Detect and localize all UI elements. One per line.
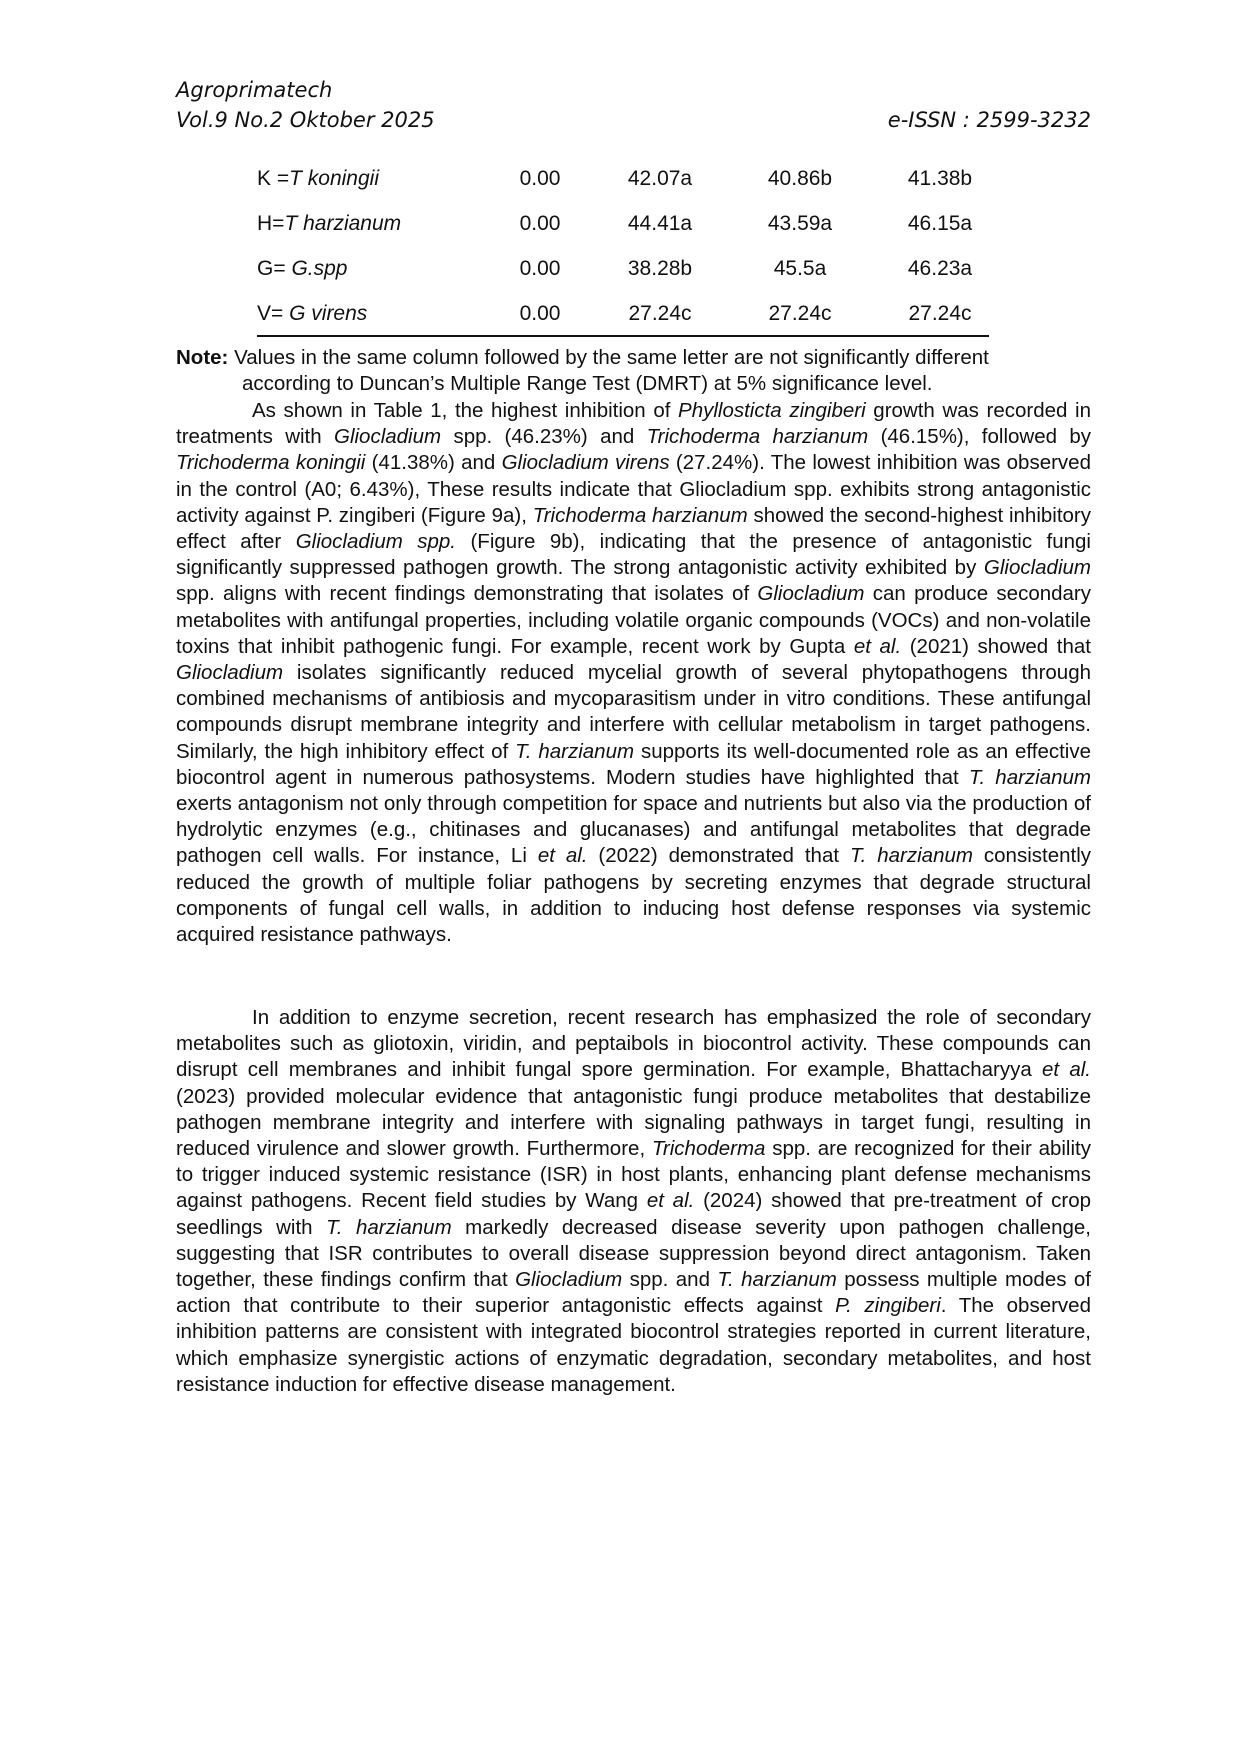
- text-run: As shown in Table 1, the highest inhibition of: [252, 399, 679, 422]
- italic-term: Gliocladium: [983, 556, 1091, 580]
- italic-term: et al.: [1041, 1058, 1091, 1082]
- treatment-cell: [257, 291, 490, 336]
- text-run: spp. (46.23%) and: [441, 425, 647, 449]
- italic-term: Gliocladium: [334, 425, 442, 449]
- italic-term: et al.: [646, 1189, 695, 1213]
- text-run: growth was recorded in treatments with: [176, 399, 1091, 449]
- note-text-line1: Values in the same column followed by the same letter are not significantly different: [228, 346, 989, 369]
- italic-term: T. harzianum: [326, 1215, 452, 1239]
- italic-term: Trichoderma koningii: [176, 451, 366, 475]
- treatment-species: G.spp: [291, 256, 348, 280]
- value-cell: 27.24c: [768, 301, 832, 325]
- table-row: [257, 201, 1010, 246]
- table-row: [257, 291, 1010, 336]
- value-cell: 27.24c: [628, 301, 692, 325]
- italic-term: Trichoderma harzianum: [532, 503, 748, 527]
- italic-term: Gliocladium: [515, 1268, 623, 1292]
- italic-term: et al.: [537, 844, 588, 868]
- journal-volume: Vol.9 No.2 Oktober 2025: [176, 108, 435, 132]
- italic-term: T. harzianum: [968, 765, 1092, 789]
- text-run: . The observed inhibition patterns are consistent with integrated biocontrol strategies reported in current literature, which emphasize synergistic actions of enzymatic degradation, secondary metabolites, and host resistance induction for effective disease management.: [176, 1294, 1091, 1396]
- value-cell: 46.15a: [907, 211, 973, 235]
- treatment-code: H=: [257, 211, 285, 235]
- text-run: spp. aligns with recent findings demonstrating that isolates of: [176, 582, 758, 606]
- text-run: markedly decreased disease severity upon pathogen challenge, suggesting that ISR contributes to overall disease suppression beyond direct antagonism. Taken together, these findings confirm that: [176, 1215, 1091, 1292]
- italic-term: T. harzianum: [515, 739, 635, 763]
- italic-term: Gliocladium: [757, 582, 865, 606]
- text-run: showed the second-highest inhibitory effect after: [176, 503, 1092, 554]
- italic-term: T. harzianum: [849, 844, 973, 868]
- treatment-cell: [257, 246, 490, 291]
- text-run: (46.15%), followed by: [868, 425, 1092, 449]
- value-cell: 0.00: [519, 166, 561, 190]
- table-note: [176, 345, 1091, 397]
- value-cell: 0.00: [519, 256, 561, 280]
- text-run: can produce secondary metabolites with antifungal properties, including volatile organic compounds (VOCs) and non-volatile toxins that inhibit pathogenic fungi. For example, recent work by Gupta: [176, 582, 1091, 658]
- table-row: [257, 246, 1010, 291]
- text-run: consistently reduced the growth of multiple foliar pathogens by secreting enzymes that degrade structural components of fungal cell walls, in addition to inducing host defense responses via systemic acquired resistance pathways.: [176, 844, 1091, 947]
- journal-issn: e-ISSN : 2599-3232: [887, 108, 1091, 132]
- italic-term: Gliocladium: [176, 661, 284, 685]
- treatment-cell: [257, 201, 490, 246]
- text-run: (2024) showed that pre-treatment of crop seedlings with: [176, 1189, 1091, 1239]
- value-cell: 0.00: [519, 301, 561, 325]
- text-run: possess multiple modes of action that contribute to their superior antagonistic effects against: [176, 1268, 1091, 1318]
- note-text-line2: according to Duncan’s Multiple Range Test (DMRT) at 5% significance level.: [242, 372, 933, 396]
- text-run: (Figure 9b), indicating that the presence of antagonistic fungi significantly suppressed pathogen growth. The strong antagonistic activity exhibited by: [176, 530, 1091, 580]
- text-run: spp. and: [622, 1268, 718, 1292]
- italic-term: P. zingiberi: [835, 1294, 941, 1318]
- text-run: (2023) provided molecular evidence that antagonistic fungi produce metabolites that destabilize pathogen membrane integrity and interfere with signaling pathways in target fungi, resulting in reduced virulence and slower growth. Furthermore,: [176, 1084, 1091, 1161]
- treatment-cell: [257, 156, 490, 201]
- treatment-species: T harzianum: [284, 211, 402, 235]
- text-run: (2022) demonstrated that: [587, 844, 850, 868]
- text-run: (27.24%). The lowest inhibition was observed in the control (A0; 6.43%), These results indicate that Gliocladium spp. exhibits strong antagonistic activity against P. zingiberi (Figure 9a),: [176, 451, 1091, 527]
- body-paragraph-1: [176, 398, 1091, 948]
- text-run: isolates significantly reduced mycelial growth of several phytopathogens through combined mechanisms of antibiosis and mycoparasitism under in vitro conditions. These antifungal compounds disrupt membrane integrity and interfere with cellular metabolism in target pathogens. Similarly, the high inhibitory effect of: [176, 661, 1091, 763]
- text-run: exerts antagonism not only through competition for space and nutrients but also via the production of hydrolytic enzymes (e.g., chitinases and glucanases) and antifungal metabolites that degrade pathogen cell walls. For instance, Li: [176, 792, 1091, 868]
- body-paragraph-2: [176, 1005, 1091, 1398]
- text-run: supports its well-documented role as an effective biocontrol agent in numerous pathosystems. Modern studies have highlighted that: [176, 739, 1092, 789]
- value-cell: 42.07a: [627, 166, 693, 190]
- value-cell: 45.5a: [773, 256, 827, 280]
- value-cell: 0.00: [519, 211, 561, 235]
- value-cell: 41.38b: [907, 166, 973, 190]
- italic-term: T. harzianum: [717, 1268, 837, 1292]
- value-cell: 44.41a: [627, 211, 693, 235]
- note-label: Note:: [176, 346, 229, 369]
- table-row: [257, 156, 1010, 201]
- results-table: [257, 156, 1010, 336]
- treatment-species: T koningii: [289, 166, 379, 190]
- treatment-code: K =: [257, 166, 290, 190]
- text-run: spp. are recognized for their ability to trigger induced systemic resistance (ISR) in host plants, enhancing plant defense mechanisms against pathogens. Recent field studies by Wang: [176, 1137, 1091, 1213]
- value-cell: 43.59a: [767, 211, 833, 235]
- journal-name: Agroprimatech: [176, 78, 333, 102]
- text-run: (2021) showed that: [901, 634, 1091, 658]
- italic-term: Trichoderma harzianum: [646, 425, 869, 449]
- treatment-code: G=: [257, 256, 292, 280]
- value-cell: 27.24c: [908, 301, 972, 325]
- italic-term: Phyllosticta zingiberi: [678, 399, 866, 422]
- value-cell: 46.23a: [907, 256, 973, 280]
- value-cell: 38.28b: [627, 256, 693, 280]
- text-run: In addition to enzyme secretion, recent research has emphasized the role of secondary metabolites such as gliotoxin, viridin, and peptaibols in biocontrol activity. These compounds can disrupt cell membranes and inhibit fungal spore germination. For example, Bhattacharyya: [176, 1006, 1091, 1082]
- italic-term: Gliocladium virens: [501, 451, 670, 475]
- value-cell: 40.86b: [767, 166, 833, 190]
- text-run: (41.38%) and: [365, 451, 502, 475]
- treatment-code: V=: [257, 301, 290, 325]
- italic-term: Gliocladium spp.: [295, 530, 457, 554]
- table-bottom-rule: [257, 335, 989, 337]
- treatment-species: G virens: [289, 301, 368, 325]
- italic-term: Trichoderma: [651, 1137, 766, 1161]
- italic-term: et al.: [853, 634, 902, 658]
